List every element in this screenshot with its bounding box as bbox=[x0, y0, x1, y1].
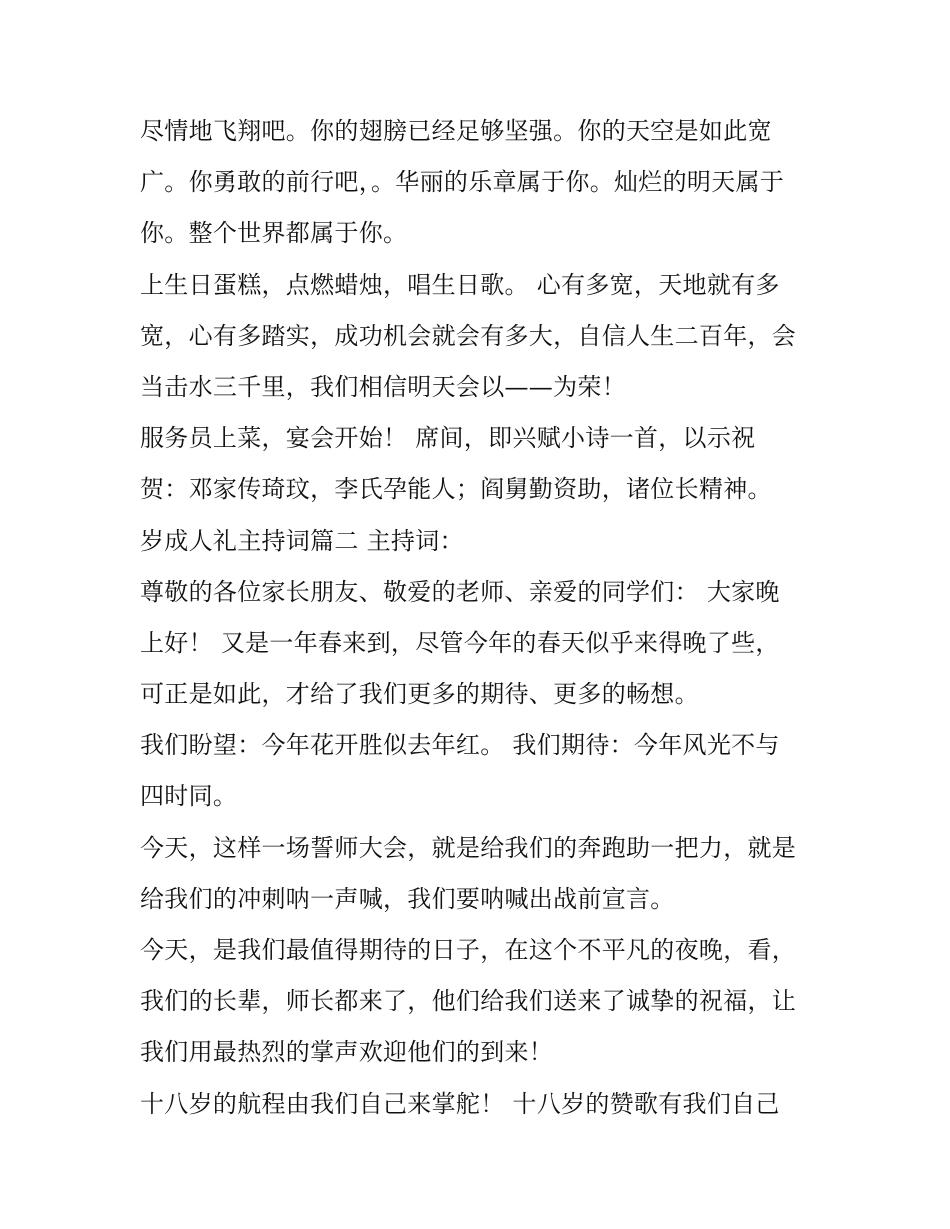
text-line: 我们的长辈，师长都来了，他们给我们送来了诚挚的祝福，让 bbox=[140, 987, 797, 1016]
document-body bbox=[140, 106, 830, 1130]
text-line: 四时同。 bbox=[140, 782, 238, 811]
text-line: 今天，这样一场誓师大会，就是给我们的奔跑助一把力，就是 bbox=[140, 833, 797, 862]
text-line: 尊敬的各位家长朋友、敬爱的老师、亲爱的同学们： 大家晚 bbox=[140, 577, 780, 606]
section-heading: 岁成人礼主持词篇二 主持词： bbox=[140, 526, 464, 555]
text-line: 今天，是我们最值得期待的日子，在这个不平凡的夜晚，看， bbox=[140, 936, 797, 964]
text-line: 宽，心有多踏实，成功机会就会有多大，自信人生二百年，会 bbox=[140, 321, 797, 350]
text-line: 你。整个世界都属于你。 bbox=[140, 219, 408, 248]
text-line: 尽情地飞翔吧。你的翅膀已经足够坚强。你的天空是如此宽 bbox=[140, 117, 772, 145]
text-line: 服务员上菜，宴会开始！ 席间，即兴赋小诗一首，以示祝 bbox=[140, 424, 756, 453]
text-line: 可正是如此，才给了我们更多的期待、更多的畅想。 bbox=[140, 680, 699, 709]
text-line: 我们用最热烈的掌声欢迎他们的到来！ bbox=[140, 1038, 554, 1067]
text-line: 给我们的冲刺呐一声喊，我们要呐喊出战前宣言。 bbox=[140, 884, 675, 913]
text-line: 贺：邓家传琦玟，李氏孕能人；阎舅勤资助，诸位长精神。 bbox=[140, 475, 772, 504]
text-line: 广。你勇敢的前行吧，。华丽的乐章属于你。灿烂的明天属于 bbox=[140, 168, 785, 197]
text-line: 十八岁的航程由我们自己来掌舵！ 十八岁的赞歌有我们自己 bbox=[140, 1089, 780, 1118]
text-line: 上生日蛋糕，点燃蜡烛，唱生日歌。 心有多宽，天地就有多 bbox=[140, 270, 780, 299]
text-line: 当击水三千里，我们相信明天会以——为荣！ bbox=[140, 372, 626, 401]
text-line: 我们盼望：今年花开胜似去年红。 我们期待：今年风光不与 bbox=[140, 731, 780, 760]
text-line: 上好！ 又是一年春来到，尽管今年的春天似乎来得晚了些， bbox=[140, 628, 780, 657]
